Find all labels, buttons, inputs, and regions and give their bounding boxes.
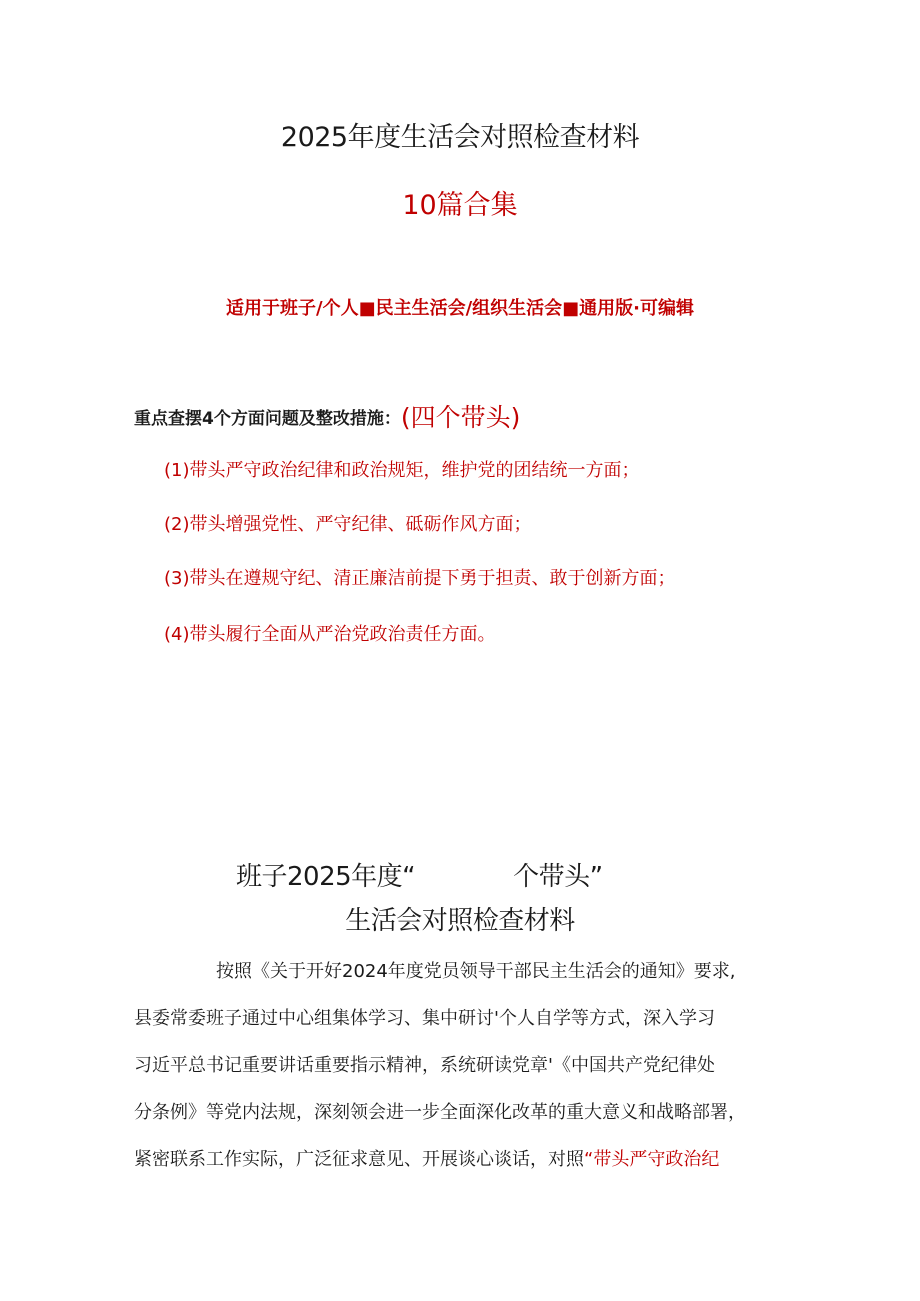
focus-heading: [134, 396, 520, 432]
paragraph-line: [134, 1145, 719, 1171]
focus-item: (4)带头履行全面从严治党政治责任方面。: [164, 624, 496, 645]
section-heading-part-1: 班子2025年度“: [236, 862, 416, 892]
paragraph-line: 分条例》等党内法规，深刻领会进一步全面深化改革的重大意义和战略部署，: [134, 1102, 746, 1123]
paragraph-line: 按照《关于开好2024年度党员领导干部民主生活会的通知》要求,: [216, 961, 736, 982]
focus-accent: (四个带头): [400, 403, 521, 432]
focus-item: (1)带头严守政治纪律和政治规矩，维护党的团结统一方面；: [164, 460, 640, 481]
paragraph-text: 紧密联系工作实际，广泛征求意见、开展谈心谈话，对照: [134, 1149, 584, 1170]
section-heading-line-1: [236, 856, 603, 893]
section-heading-part-2: 个带头”: [513, 862, 603, 892]
section-heading-line-2: 生活会对照检查材料: [345, 906, 575, 936]
paragraph-highlight: “带头严守政治纪: [584, 1149, 720, 1170]
document-subtitle: 10篇合集: [402, 190, 518, 221]
applicability-note: 适用于班子/个人■民主生活会/组织生活会■通用版·可编辑: [226, 298, 694, 319]
focus-item: (3)带头在遵规守纪、清正廉洁前提下勇于担责、敢于创新方面；: [164, 568, 676, 589]
document-title: 2025年度生活会对照检查材料: [280, 122, 640, 153]
focus-label: 重点查摆4个方面问题及整改措施：: [134, 409, 401, 429]
paragraph-line: 习近平总书记重要讲话重要指示精神，系统研读党章'《中国共产党纪律处: [134, 1055, 715, 1076]
focus-item: (2)带头增强党性、严守纪律、砥砺作风方面；: [164, 514, 532, 535]
paragraph-line: 县委常委班子通过中心组集体学习、集中研讨'个人自学等方式，深入学习: [134, 1008, 715, 1029]
